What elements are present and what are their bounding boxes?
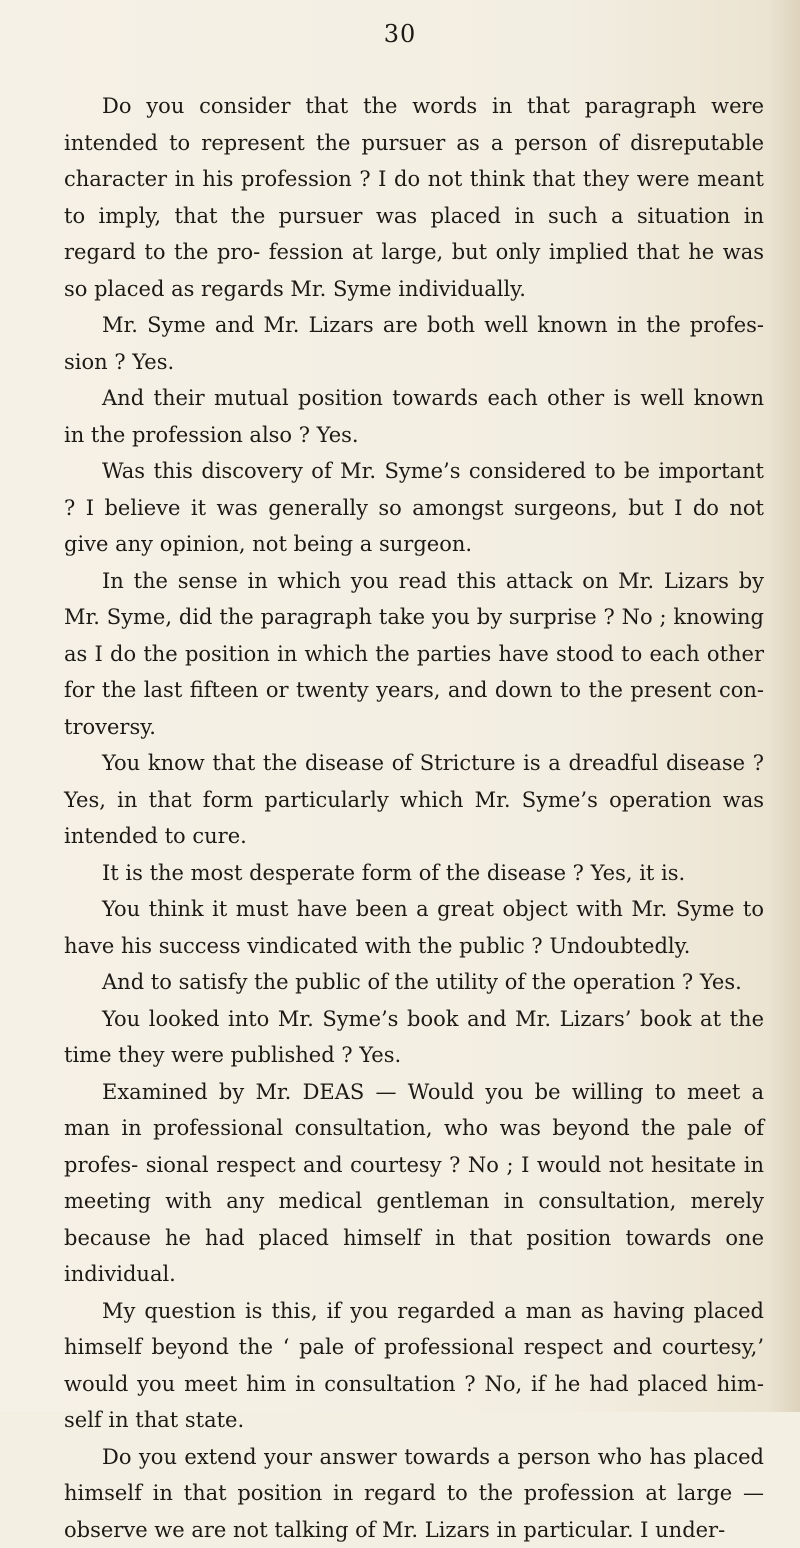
paragraph: Do you consider that the words in that paragraph were intended to represent the pursuer as a person of disreputable character in his profession ? I do not think that they were meant to imply, that the pursuer was placed in such a situation in regard to the pro- fession at large, but only implied that he was so placed as regards Mr. Syme individually. [64,88,764,307]
page-number: 30 [0,20,800,48]
paragraph: My question is this, if you regarded a man as having placed himself beyond the ‘ pale of professional respect and courtesy,’ would you meet him in consultation ? No, if he had placed him- self in that state. [64,1293,764,1439]
paragraph: You think it must have been a great object with Mr. Syme to have his success vindicated with the public ? Undoubtedly. [64,891,764,964]
paragraph: Mr. Syme and Mr. Lizars are both well known in the profes- sion ? Yes. [64,307,764,380]
paragraph: You know that the disease of Stricture is a dreadful disease ? Yes, in that form particularly which Mr. Syme’s operation was intended to cure. [64,745,764,855]
paragraph: In the sense in which you read this attack on Mr. Lizars by Mr. Syme, did the paragraph take you by surprise ? No ; knowing as I do the position in which the parties have stood to each other for the last fifteen or twenty years, and down to the present con- troversy. [64,563,764,746]
paragraph: Examined by Mr. DEAS — Would you be willing to meet a man in professional consultation, who was beyond the pale of profes- sional respect and courtesy ? No ; I would not hesitate in meeting with any medical gentleman in consultation, merely because he had placed himself in that position towards one individual. [64,1074,764,1293]
paragraph: Do you extend your answer towards a person who has placed himself in that position in regard to the profession at large — observe we are not talking of Mr. Lizars in particular. I under- [64,1439,764,1548]
paragraph: And their mutual position towards each other is well known in the profession also ? Yes. [64,380,764,453]
paragraph: You looked into Mr. Syme’s book and Mr. Lizars’ book at the time they were published ? Yes. [64,1001,764,1074]
paragraph: It is the most desperate form of the disease ? Yes, it is. [64,855,764,892]
body-text [64,88,764,1548]
paragraph: And to satisfy the public of the utility of the operation ? Yes. [64,964,764,1001]
paragraph: Was this discovery of Mr. Syme’s considered to be important ? I believe it was generally so amongst surgeons, but I do not give any opinion, not being a surgeon. [64,453,764,563]
